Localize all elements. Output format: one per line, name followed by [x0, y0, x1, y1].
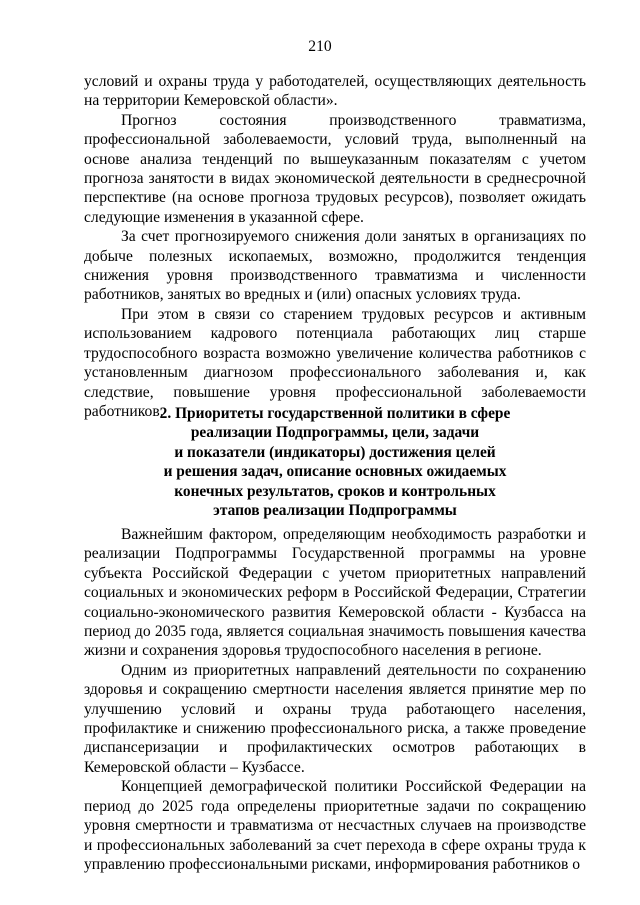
heading-line: этапов реализации Подпрограммы	[213, 502, 457, 520]
paragraph-aging-workforce: При этом в связи со старением трудовых ресурсов и активным использованием кадрового потенциала работающих лиц старше трудоспособного возраста возможно увеличение количества работников с установленным диагнозом профессионального заболевания и, как следствие, повышение уровня профессиональной заболеваемости работников.	[84, 305, 586, 420]
paragraph-priority-direction: Одним из приоритетных направлений деятельности по сохранению здоровья и сокращению смертности населения является принятие мер по улучшению условий и охраны труда работающего населения, профилактике и снижению профессионального риска, а также проведение диспансеризации и профилактических осмотров работающих в Кемеровской области – Кузбассе.	[84, 661, 586, 776]
page-number: 210	[308, 38, 332, 55]
paragraph-demographic-concept: Концепцией демографической политики Российской Федерации на период до 2025 года определены приоритетные задачи по сокращению уровня смертности и травматизма от несчастных случаев на производстве и профессиональных заболеваний за счет перехода в сфере охраны труда к управлению профессиональными рисками, информирования работников о	[84, 778, 586, 873]
heading-line: и решения задач, описание основных ожидаемых	[163, 463, 507, 481]
heading-line: и показатели (индикаторы) достижения целей	[174, 443, 496, 461]
paragraph-continuation: условий и охраны труда у работодателей, осуществляющих деятельность на территории Кемеровской области».	[84, 73, 586, 110]
section-heading	[84, 404, 586, 520]
paragraph-forecast: Прогноз состояния производственного травматизма, профессиональной заболеваемости, условий труда, выполненный на основе анализа тенденций по вышеуказанным показателям с учетом прогноза занятости в видах экономической деятельности в среднесрочной перспективе (на основе прогноза трудовых ресурсов), позволяет ожидать следующие изменения в указанной сфере.	[84, 111, 586, 226]
heading-line: 2. Приоритеты государственной политики в сфере	[159, 405, 511, 422]
heading-line: реализации Подпрограммы, цели, задачи	[190, 424, 480, 442]
text-block-top	[84, 72, 586, 421]
heading-line: конечных результатов, сроков и контрольных	[174, 482, 496, 500]
paragraph-key-factor: Важнейшим фактором, определяющим необходимость разработки и реализации Подпрограммы Государственной программы на уровне субъекта Российской Федерации с учетом приоритетных направлений социальных и экономических реформ в Российской Федерации, Стратегии социально-экономического развития Кемеровской области - Кузбасса на период до 2035 года, является социальная значимость повышения качества жизни и сохранения здоровья трудоспособного населения в регионе.	[84, 526, 586, 660]
paragraph-mining-decline: За счет прогнозируемого снижения доли занятых в организациях по добыче полезных ископаемых, возможно, продолжится тенденция снижения уровня производственного травматизма и численности работников, занятых во вредных и (или) опасных условиях труда.	[84, 228, 586, 304]
text-block-bottom	[84, 525, 586, 874]
